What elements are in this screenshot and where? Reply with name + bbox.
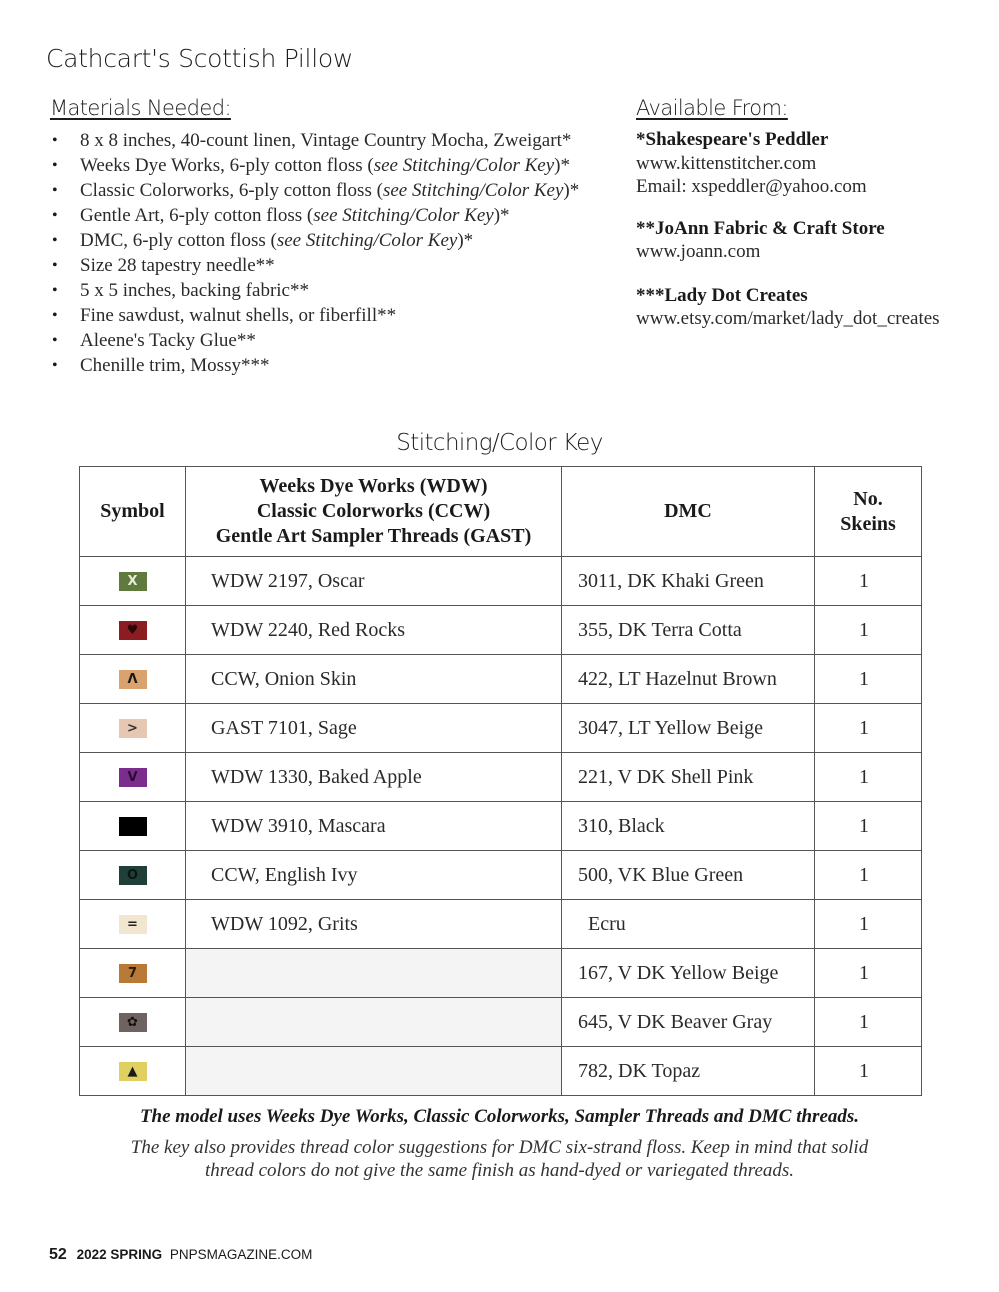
stitch-symbol-icon: 7: [119, 964, 147, 983]
vendor: [636, 284, 976, 331]
stitch-symbol-icon: V: [119, 768, 147, 787]
skeins-cell: 1: [815, 753, 922, 802]
thread-cell: [186, 949, 562, 998]
material-item: [50, 178, 620, 203]
symbol-cell: [80, 802, 186, 851]
thread-cell: CCW, Onion Skin: [186, 655, 562, 704]
model-note: The model uses Weeks Dye Works, Classic Colorworks, Sampler Threads and DMC threads.: [139, 1106, 860, 1127]
bullet-icon: •: [52, 232, 58, 249]
materials-list: [50, 128, 620, 378]
material-text: Weeks Dye Works, 6-ply cotton floss (: [80, 155, 374, 176]
header-threads: [186, 467, 562, 557]
bullet-icon: •: [52, 132, 58, 149]
material-text: Aleene's Tacky Glue**: [80, 330, 256, 351]
table-body: [80, 557, 922, 1096]
symbol-cell: [80, 655, 186, 704]
skeins-cell: 1: [815, 851, 922, 900]
material-text: DMC, 6-ply cotton floss (: [80, 230, 277, 251]
material-reference: see Stitching/Color Key: [373, 155, 555, 176]
material-text: Gentle Art, 6-ply cotton floss (: [80, 205, 314, 226]
header-threads-line: Weeks Dye Works (WDW): [259, 475, 488, 497]
bullet-icon: •: [52, 182, 58, 199]
dmc-cell: 645, V DK Beaver Gray: [562, 998, 815, 1047]
skeins-cell: 1: [815, 998, 922, 1047]
header-dmc: DMC: [562, 467, 815, 557]
table-row: [80, 606, 922, 655]
material-text: Classic Colorworks, 6-ply cotton floss (: [80, 180, 383, 201]
table-row: [80, 557, 922, 606]
vendor-name: *Shakespeare's Peddler: [636, 129, 829, 150]
skeins-cell: 1: [815, 557, 922, 606]
stitch-symbol-icon: >: [119, 719, 147, 738]
stitch-symbol-icon: Λ: [119, 670, 147, 689]
vendor-list: [636, 128, 976, 331]
suggestion-note-line: thread colors do not give the same finish as hand-dyed or variegated threads.: [204, 1160, 795, 1181]
symbol-cell: [80, 851, 186, 900]
material-reference: see Stitching/Color Key: [276, 230, 458, 251]
bullet-icon: •: [52, 282, 58, 299]
skeins-cell: 1: [815, 949, 922, 998]
dmc-cell: 422, LT Hazelnut Brown: [562, 655, 815, 704]
table-row: [80, 655, 922, 704]
thread-cell: CCW, English Ivy: [186, 851, 562, 900]
vendor-contact: Email: xspeddler@yahoo.com: [636, 176, 867, 197]
color-key-title: Stitching/Color Key: [396, 430, 603, 456]
page-footer: [49, 1246, 312, 1264]
dmc-cell: 167, V DK Yellow Beige: [562, 949, 815, 998]
bullet-icon: •: [52, 307, 58, 324]
header-skeins-line: Skeins: [840, 512, 896, 535]
table-row: [80, 998, 922, 1047]
material-item: [50, 303, 620, 328]
symbol-cell: [80, 753, 186, 802]
skeins-cell: 1: [815, 606, 922, 655]
stitch-symbol-icon: ✿: [119, 1013, 147, 1032]
materials-heading: Materials Needed:: [50, 96, 231, 120]
table-row: [80, 1047, 922, 1096]
suggestion-note-line: The key also provides thread color suggestions for DMC six-strand floss. Keep in mind that solid: [130, 1137, 869, 1158]
stitch-symbol-icon: [119, 817, 147, 836]
dmc-cell: Ecru: [562, 900, 815, 949]
material-text: Size 28 tapestry needle**: [80, 255, 275, 276]
header-skeins-line: No.: [853, 487, 883, 510]
thread-cell: WDW 2240, Red Rocks: [186, 606, 562, 655]
symbol-cell: [80, 1047, 186, 1096]
material-item: [50, 328, 620, 353]
stitch-symbol-icon: X: [119, 572, 147, 591]
available-from-section: [636, 96, 976, 331]
material-text: 8 x 8 inches, 40-count linen, Vintage Country Mocha, Zweigart*: [80, 130, 572, 151]
thread-cell: [186, 998, 562, 1047]
dmc-cell: 310, Black: [562, 802, 815, 851]
stitch-symbol-icon: ♥: [119, 621, 147, 640]
material-item: [50, 128, 620, 153]
vendor-name: **JoAnn Fabric & Craft Store: [636, 217, 885, 239]
material-item: [50, 253, 620, 278]
material-text: Chenille trim, Mossy***: [80, 355, 270, 376]
suggestion-note: [0, 1136, 999, 1182]
dmc-cell: 3047, LT Yellow Beige: [562, 704, 815, 753]
material-reference: see Stitching/Color Key: [382, 180, 564, 201]
thread-cell: WDW 1330, Baked Apple: [186, 753, 562, 802]
vendor: [636, 128, 976, 199]
bullet-icon: •: [52, 257, 58, 274]
table-row: [80, 900, 922, 949]
dmc-cell: 500, VK Blue Green: [562, 851, 815, 900]
table-row: [80, 753, 922, 802]
material-item: [50, 228, 620, 253]
material-suffix: )*: [457, 230, 474, 251]
bullet-icon: •: [52, 357, 58, 374]
vendor-contact: www.kittenstitcher.com: [636, 152, 817, 174]
materials-section: [50, 96, 620, 378]
vendor-name: ***Lady Dot Creates: [636, 284, 808, 306]
table-header-row: [80, 467, 922, 557]
material-item: [50, 153, 620, 178]
vendor-contact: www.etsy.com/market/lady_dot_creates: [636, 308, 940, 329]
stitch-symbol-icon: =: [119, 915, 147, 934]
table-row: [80, 851, 922, 900]
table-row: [80, 949, 922, 998]
vendor-contact: www.joann.com: [636, 241, 761, 262]
material-text: Fine sawdust, walnut shells, or fiberfill**: [80, 305, 397, 326]
skeins-cell: 1: [815, 802, 922, 851]
bullet-icon: •: [52, 332, 58, 349]
material-suffix: )*: [554, 155, 570, 176]
table-row: [80, 802, 922, 851]
stitching-color-key-table: [79, 466, 922, 1096]
dmc-cell: 782, DK Topaz: [562, 1047, 815, 1096]
thread-cell: [186, 1047, 562, 1096]
thread-cell: GAST 7101, Sage: [186, 704, 562, 753]
dmc-cell: 3011, DK Khaki Green: [562, 557, 815, 606]
header-threads-line: Classic Colorworks (CCW): [256, 500, 491, 522]
available-heading: Available From:: [636, 96, 788, 120]
material-item: [50, 278, 620, 303]
header-symbol: Symbol: [80, 467, 186, 557]
bullet-icon: •: [52, 207, 58, 224]
thread-cell: WDW 2197, Oscar: [186, 557, 562, 606]
page-number: 52: [49, 1246, 67, 1263]
bullet-icon: •: [52, 157, 58, 174]
material-suffix: )*: [493, 205, 510, 226]
material-item: [50, 353, 620, 378]
vendor: [636, 217, 976, 264]
skeins-cell: 1: [815, 900, 922, 949]
dmc-cell: 221, V DK Shell Pink: [562, 753, 815, 802]
thread-cell: WDW 3910, Mascara: [186, 802, 562, 851]
dmc-cell: 355, DK Terra Cotta: [562, 606, 815, 655]
symbol-cell: [80, 949, 186, 998]
skeins-cell: 1: [815, 704, 922, 753]
symbol-cell: [80, 998, 186, 1047]
thread-cell: WDW 1092, Grits: [186, 900, 562, 949]
header-threads-line: Gentle Art Sampler Threads (GAST): [215, 525, 532, 547]
table-row: [80, 704, 922, 753]
symbol-cell: [80, 557, 186, 606]
material-text: 5 x 5 inches, backing fabric**: [80, 280, 309, 301]
header-skeins: [815, 467, 922, 557]
magazine-site: PNPSMAGAZINE.COM: [169, 1247, 313, 1262]
symbol-cell: [80, 606, 186, 655]
material-item: [50, 203, 620, 228]
page-title: Cathcart's Scottish Pillow: [46, 44, 353, 73]
stitch-symbol-icon: O: [119, 866, 147, 885]
symbol-cell: [80, 704, 186, 753]
issue-season: 2022 SPRING: [76, 1247, 163, 1262]
skeins-cell: 1: [815, 655, 922, 704]
material-suffix: )*: [563, 180, 580, 201]
stitch-symbol-icon: ▲: [119, 1062, 147, 1081]
material-reference: see Stitching/Color Key: [313, 205, 494, 226]
symbol-cell: [80, 900, 186, 949]
skeins-cell: 1: [815, 1047, 922, 1096]
